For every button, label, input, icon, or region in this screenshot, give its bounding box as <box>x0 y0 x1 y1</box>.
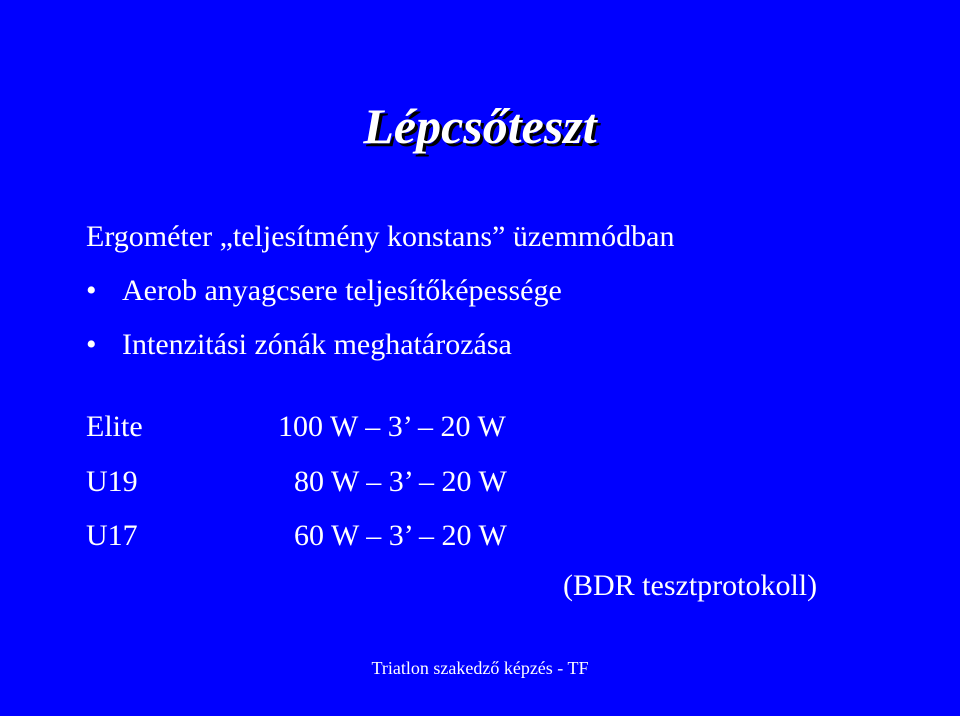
bullet-text: Intenzitási zónák meghatározása <box>122 328 512 361</box>
row-value-u17: 60 W – 3’ – 20 W <box>294 519 507 552</box>
bullet-item-zones <box>86 327 512 363</box>
bullet-icon: • <box>86 328 97 361</box>
bullet-text: Aerob anyagcsere teljesítőképessége <box>122 274 562 307</box>
footer-text: Triatlon szakedző képzés - TF <box>371 658 589 678</box>
row-value-u19: 80 W – 3’ – 20 W <box>294 465 507 498</box>
bullet-item-aerobic <box>86 273 562 309</box>
slide-title: Lépcsőteszt <box>363 98 597 154</box>
row-category-elite: Elite <box>86 410 143 443</box>
row-value-elite: 100 W – 3’ – 20 W <box>278 410 506 443</box>
intro-text: Ergométer „teljesítmény konstans” üzemmódban <box>86 220 675 253</box>
row-category-u19: U19 <box>86 465 138 498</box>
protocol-note: (BDR tesztprotokoll) <box>563 569 818 602</box>
row-category-u17: U17 <box>86 519 138 552</box>
bullet-icon: • <box>86 274 97 307</box>
